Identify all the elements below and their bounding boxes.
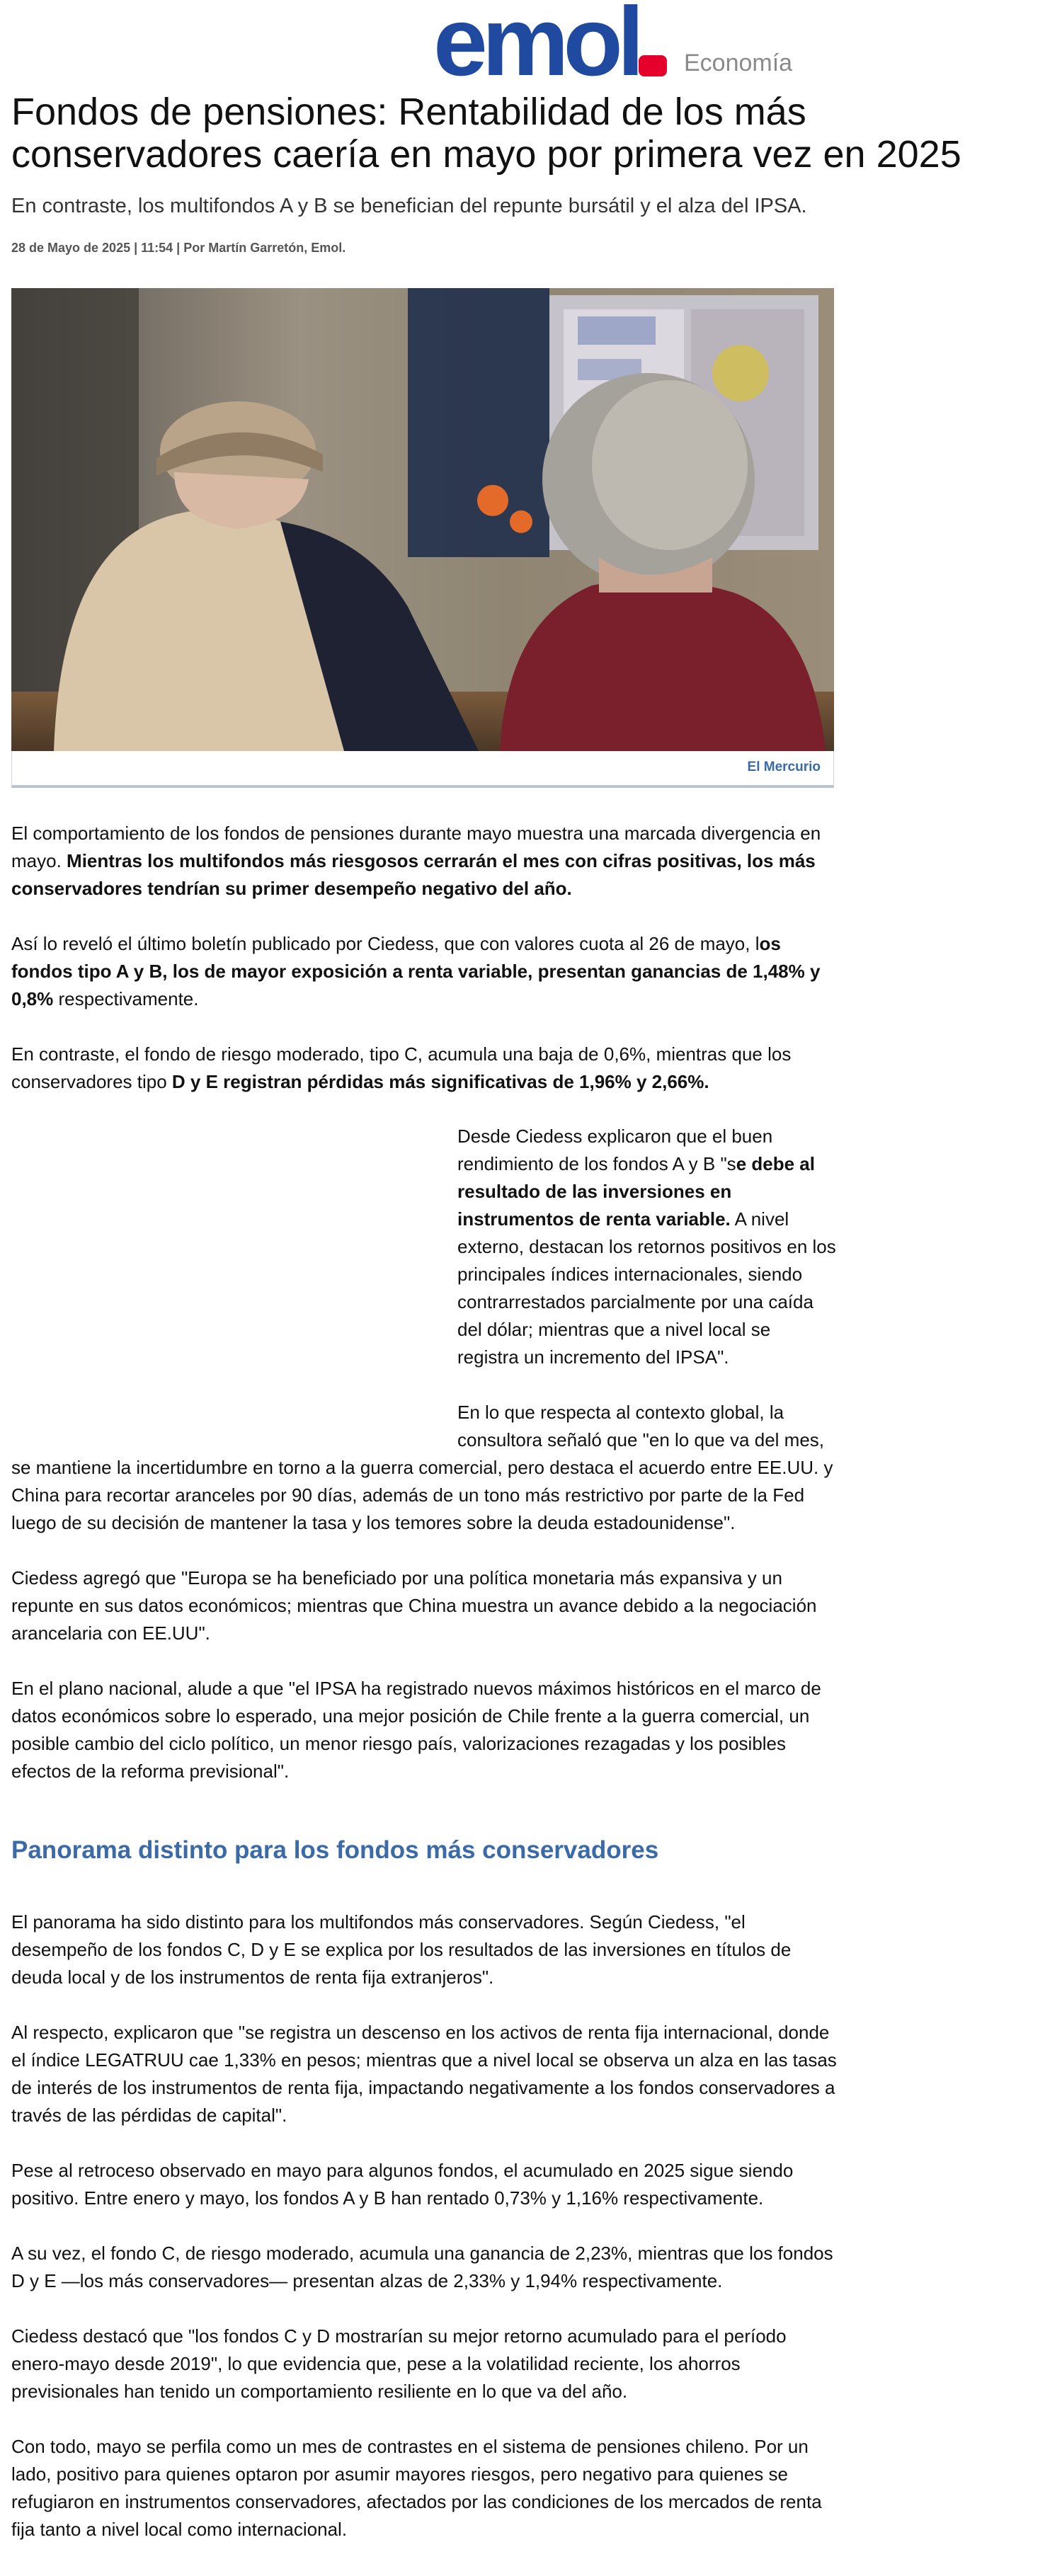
paragraph-3-text: En contraste, el fondo de riesgo moderado, tipo C, acumula una baja de 0,6%, mientras que los conservadores tipo [11,1043,792,1092]
paragraph-2-bold: os fondos tipo A y B, los de mayor exposición a renta variable, presentan ganancias de 1,48% y 0,8% [11,933,821,1009]
article-subtitle: En contraste, los multifondos A y B se benefician del repunte bursátil y el alza del IPSA. [11,195,807,217]
paragraph-12: Ciedess destacó que "los fondos C y D mostrarían su mejor retorno acumulado para el período enero-mayo desde 2019", lo que evidencia que, pese a la volatilidad reciente, los ahorros previsionales han tenido un comportamiento resiliente en lo que va del año. [11,2325,787,2402]
section-heading: Panorama distinto para los fondos más conservadores [11,1836,659,1864]
photo-caption-bar [11,751,834,788]
paragraph-13: Con todo, mayo se perfila como un mes de contrastes en el sistema de pensiones chileno. Por un lado, positivo para quienes optaron por asumir mayores riesgos, pero negativo para quienes se refugiaron en instrumentos conservadores, afectados por las condiciones de los mercados de renta fija tanto a nivel local como internacional. [11,2436,822,2540]
section-label[interactable]: Economía [684,50,793,76]
paragraph-4 [457,1123,837,1371]
article-photo [11,288,834,751]
paragraph-8: El panorama ha sido distinto para los multifondos más conservadores. Según Ciedess, "el desempeño de los fondos C, D y E se explica por los resultados de las inversiones en títulos de deuda local y de los instrumentos de renta fija extranjeros". [11,1911,792,1988]
paragraph-7: En el plano nacional, alude a que "el IPSA ha registrado nuevos máximos históricos en el marco de datos económicos sobre lo esperado, una mejor posición de Chile frente a la guerra comercial, un posible cambio del ciclo político, un menor riesgo país, valorizaciones rezagadas y los posibles efectos de la reforma previsional". [11,1678,821,1782]
logo-red-dot [639,55,667,76]
photo-credit: El Mercurio [747,760,821,774]
paragraph-3 [11,1041,837,1096]
paragraph-2-end: respectivamente. [53,988,199,1009]
paragraph-4-bold: e debe al resultado de las inversiones en instrumentos de renta variable. [457,1153,815,1230]
paragraph-6: Ciedess agregó que "Europa se ha beneficiado por una política monetaria más expansiva y un repunte en sus datos económicos; mientras que China muestra un avance debido a la negociación arancelaria con EE.UU". [11,1567,817,1644]
paragraph-1-bold: Mientras los multifondos más riesgosos cerrarán el mes con cifras positivas, los más conservadores tendrían su primer desempeño negativo del año. [11,850,816,899]
article-byline: 28 de Mayo de 2025 | 11:54 | Por Martín Garretón, Emol. [11,241,346,255]
emol-logo[interactable]: emol [433,0,639,96]
paragraph-2 [11,930,837,1013]
paragraph-1 [11,820,837,903]
paragraph-4-text: Desde Ciedess explicaron que el buen rendimiento de los fondos A y B "s [457,1126,773,1174]
paragraph-3-bold: D y E registran pérdidas más significativas de 1,96% y 2,66%. [171,1071,709,1092]
paragraph-1-text: El comportamiento de los fondos de pensiones durante mayo muestra una marcada divergencia en mayo. [11,823,821,871]
site-header [0,0,1062,96]
paragraph-9: Al respecto, explicaron que "se registra un descenso en los activos de renta fija internacional, donde el índice LEGATRUU cae 1,33% en pesos; mientras que a nivel local se observa un alza en las tasas de interés de los instrumentos de renta fija, impactando negativamente a los fondos conservadores a través de las pérdidas de capital". [11,2022,837,2126]
paragraph-2-text: Así lo reveló el último boletín publicado por Ciedess, que con valores cuota al 26 de mayo, l [11,933,760,954]
article-title: Fondos de pensiones: Rentabilidad de los más conservadores caería en mayo por primera vez en 2025 [11,91,961,176]
paragraph-10: Pese al retroceso observado en mayo para algunos fondos, el acumulado en 2025 sigue siendo positivo. Entre enero y mayo, los fondos A y B han rentado 0,73% y 1,16% respectivamente. [11,2160,794,2209]
paragraph-5-rest: se mantiene la incertidumbre en torno a la guerra comercial, pero destaca el acuerdo entre EE.UU. y China para recortar aranceles por 90 días, además de un tono más restrictivo por parte de la Fed luego de su decisión de mantener la tasa y los temores sobre la deuda estadounidense". [11,1457,833,1533]
paragraph-5-start: En lo que respecta al contexto global, la consultora señaló que "en lo que va del mes, [457,1402,825,1450]
paragraph-11: A su vez, el fondo C, de riesgo moderado, acumula una ganancia de 2,23%, mientras que los fondos D y E —los más conservadores— presentan alzas de 2,33% y 1,94% respectivamente. [11,2243,833,2291]
photo-illustration [11,288,834,751]
paragraph-4-end: A nivel externo, destacan los retornos positivos en los principales índices internacionales, siendo contrarrestados parcialmente por una caída del dólar; mientras que a nivel local se registra un incremento del IPSA". [457,1208,836,1368]
